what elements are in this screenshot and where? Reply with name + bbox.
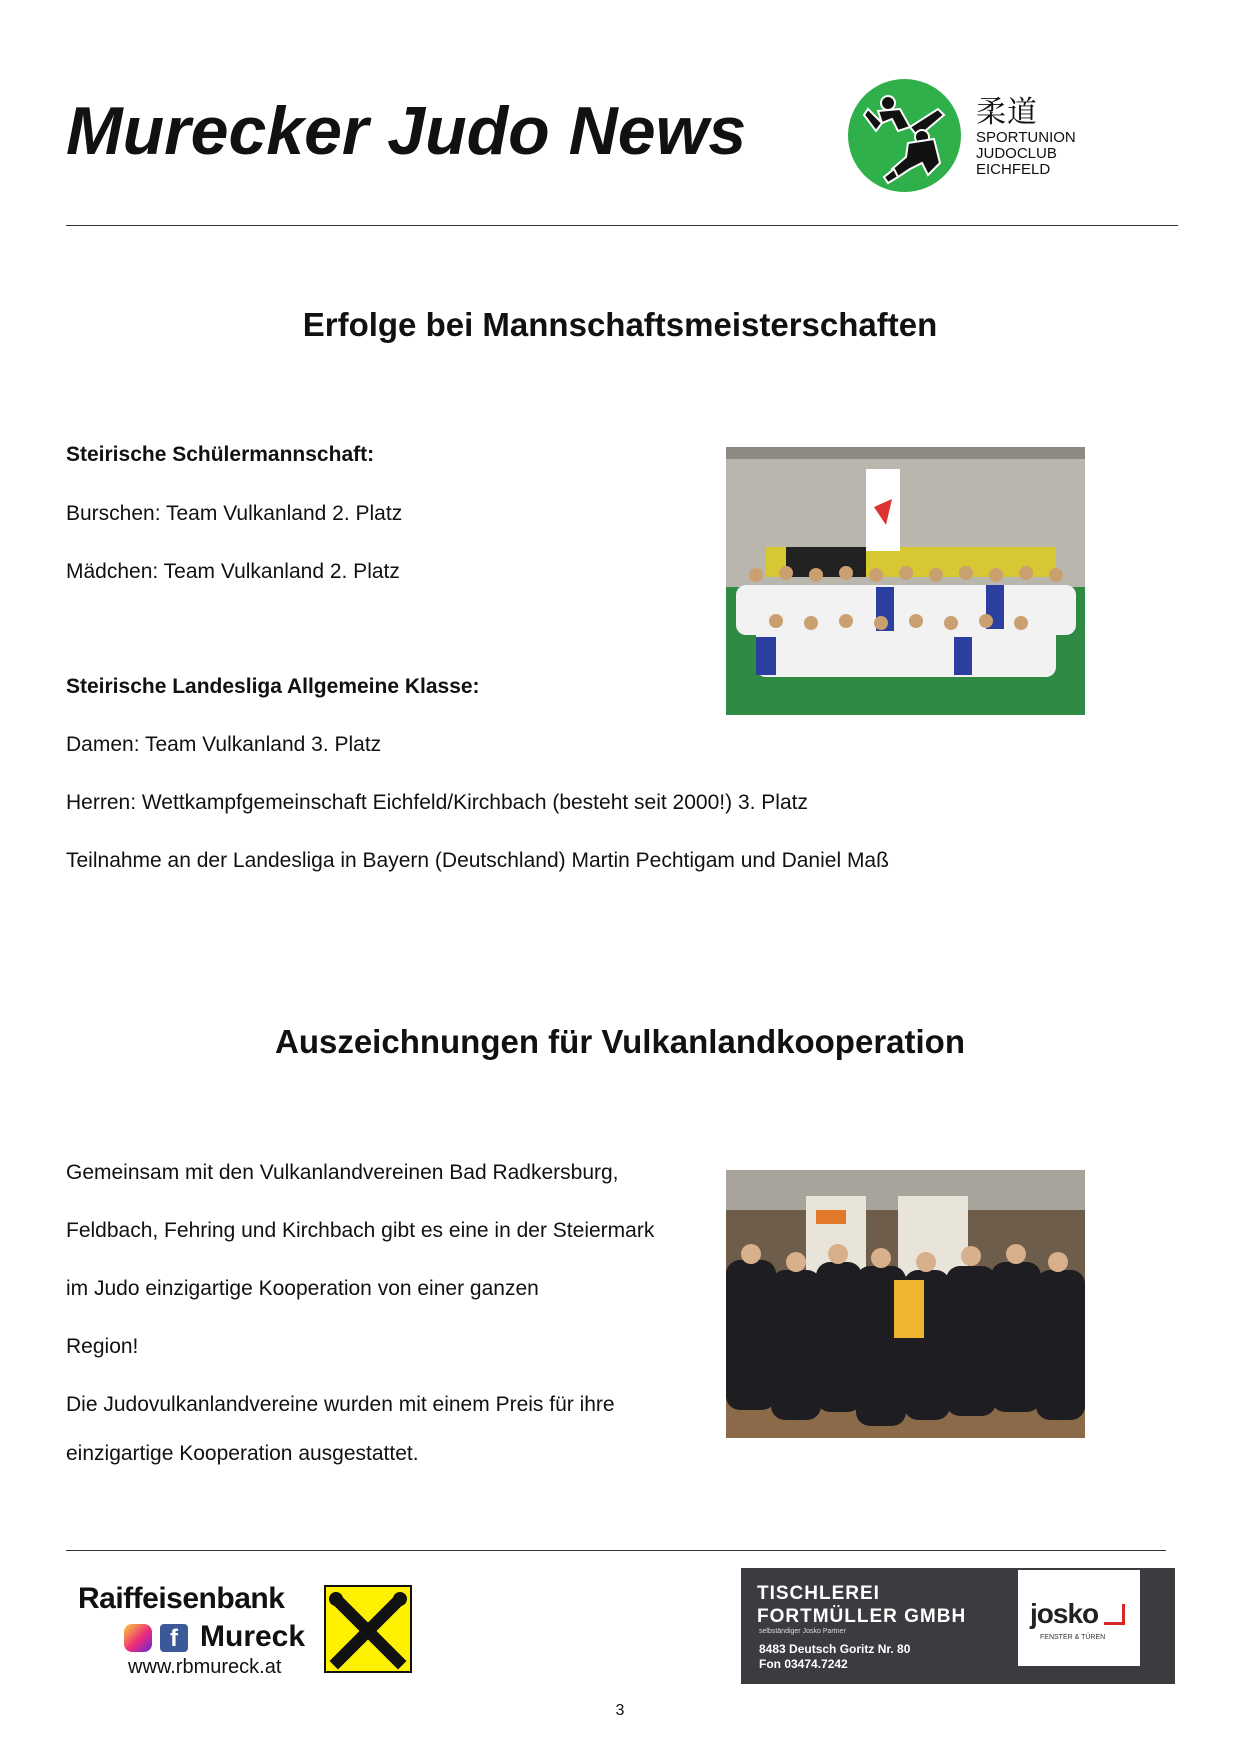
tischlerei-line2: FORTMÜLLER GMBH [757, 1606, 967, 1627]
josko-accent-icon [1122, 1604, 1125, 1624]
raiffeisen-gable-cross-icon [324, 1585, 412, 1673]
section1-heading: Erfolge bei Mannschaftsmeisterschaften [302, 306, 938, 343]
logo-line2: JUDOCLUB [976, 145, 1057, 162]
facebook-icon: f [160, 1624, 188, 1652]
result-line: Herren: Wettkampfgemeinschaft Eichfeld/Kirchbach (besteht seit 2000!) 3. Platz [66, 791, 808, 814]
page-number: 3 [615, 1702, 625, 1719]
logo-line3: EICHFELD [976, 161, 1051, 178]
paragraph-line: im Judo einzigartige Kooperation von einer ganzen [66, 1277, 539, 1300]
tischlerei-line1: TISCHLEREI [757, 1583, 880, 1604]
result-line: Damen: Team Vulkanland 3. Platz [66, 733, 382, 756]
josko-subtitle: FENSTER & TÜREN [1040, 1634, 1106, 1641]
logo-line1: SPORTUNION [976, 129, 1076, 146]
award-photo [726, 1170, 1085, 1438]
league-label: Steirische Landesliga Allgemeine Klasse: [66, 675, 480, 698]
tischlerei-subtitle: selbständiger Josko Partner [759, 1628, 846, 1635]
paragraph-line: einzigartige Kooperation ausgestattet. [66, 1442, 419, 1465]
tischlerei-name [757, 1582, 966, 1628]
page-title: Murecker Judo News [66, 93, 747, 169]
tischlerei-address [759, 1642, 910, 1672]
logo-cjk: 柔道 [976, 95, 1038, 130]
tischlerei-address-line: 8483 Deutsch Goritz Nr. 80 [759, 1642, 911, 1656]
josko-brand: josko [1030, 1598, 1099, 1629]
instagram-icon [124, 1624, 152, 1652]
raiffeisen-place: Mureck [200, 1620, 306, 1653]
paragraph-line: Gemeinsam mit den Vulkanlandvereinen Bad Radkersburg, [66, 1161, 619, 1184]
club-logo-text [976, 96, 1076, 178]
header-divider [66, 225, 1178, 226]
section2-heading: Auszeichnungen für Vulkanlandkooperation [274, 1023, 965, 1060]
raiffeisen-name: Raiffeisenbank [78, 1582, 285, 1615]
footer-divider [66, 1550, 1166, 1551]
tischlerei-phone: Fon 03474.7242 [759, 1657, 848, 1671]
josko-accent-icon [1104, 1622, 1125, 1625]
judo-throw-icon [848, 79, 961, 192]
result-line: Teilnahme an der Landesliga in Bayern (Deutschland) Martin Pechtigam und Daniel Maß [66, 849, 889, 872]
result-line: Burschen: Team Vulkanland 2. Platz [66, 502, 403, 525]
paragraph-line: Feldbach, Fehring und Kirchbach gibt es eine in der Steiermark [66, 1219, 655, 1242]
paragraph-line: Region! [66, 1335, 139, 1358]
club-logo [848, 79, 961, 192]
raiffeisen-url: www.rbmureck.at [128, 1656, 282, 1678]
team-photo [726, 447, 1085, 715]
result-line: Mädchen: Team Vulkanland 2. Platz [66, 560, 400, 583]
paragraph-line: Die Judovulkanlandvereine wurden mit einem Preis für ihre [66, 1393, 615, 1416]
school-team-label: Steirische Schülermannschaft: [66, 443, 375, 466]
